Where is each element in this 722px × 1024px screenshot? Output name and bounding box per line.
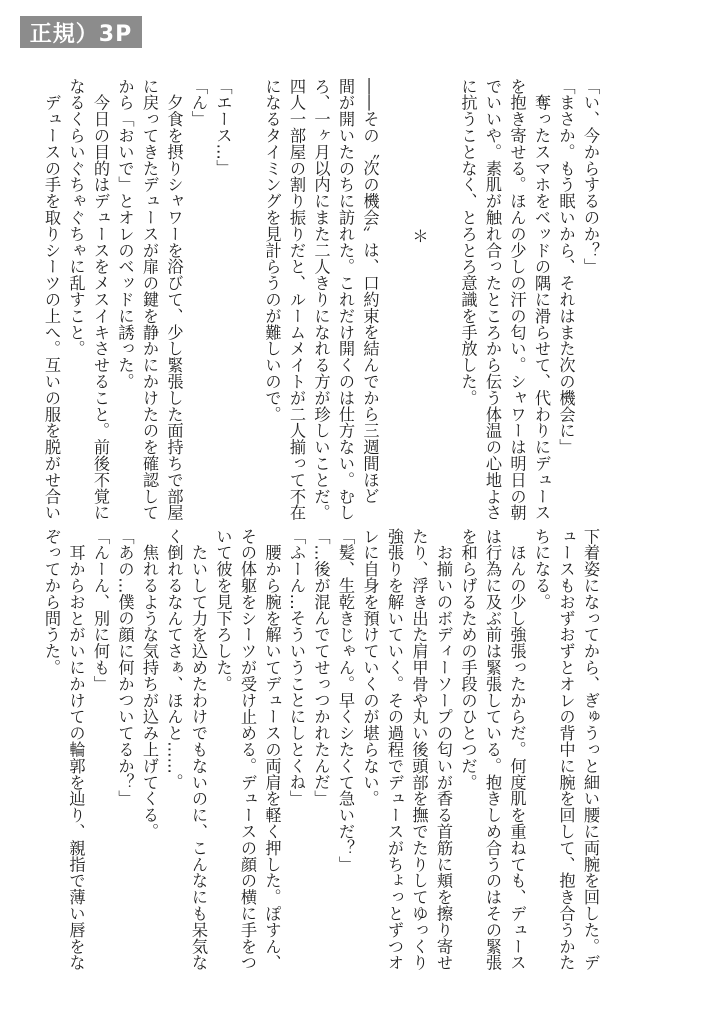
text-column: ――その〝次の機会〟は、口約束を結んでから三週間ほど	[360, 78, 380, 505]
text-column: 腰から腕を解いてデュースの両肩を軽く押した。ぽすん、	[262, 528, 282, 971]
text-column: たり、浮き出た肩甲骨や丸い後頭部を撫でたりしてゆっくり	[409, 528, 429, 971]
text-column: 間が開いたのちに訪れた。これだけ開くのは仕方ない。むし	[336, 78, 355, 521]
chapter-tag: 正規）3P	[20, 16, 142, 48]
text-column: ュースもおずおずとオレの背中に腕を回して、抱き合うかた	[556, 528, 576, 971]
text-column: 強張りを解いていく。その過程でデュースがちょっとずつオ	[385, 528, 404, 971]
text-column: 「あの…僕の顔に何かついてるか？」	[115, 528, 135, 807]
text-block-bottom	[39, 528, 603, 971]
text-column	[235, 78, 260, 498]
text-column: は行為に及ぶ前は緊張している。抱きしめ合うのはその緊張	[483, 528, 502, 971]
text-block-top	[39, 78, 603, 521]
text-column: 耳からおとがいにかけての輪郭を辿り、親指で薄い唇をな	[66, 528, 86, 971]
text-column: ほんの少し強張ったからだ。何度肌を重ねても、デュース	[507, 528, 527, 971]
text-column: お揃いのボディーソープの匂いが香る首筋に頬を擦り寄せ	[434, 528, 453, 971]
text-column: でいいや。素肌が触れ合ったところから伝う体温の心地よさ	[483, 78, 502, 521]
text-column: に抗うことなく、とろとろ意識を手放した。	[458, 78, 478, 406]
text-column: 四人一部屋の割り振りだと、ルームメイトが二人揃って不在	[287, 78, 306, 521]
text-column: 夕食を摂りシャワーを浴びて、少し緊張した面持ちで部屋	[164, 78, 184, 521]
text-column: なるくらいぐちゃぐちゃに乱すこと。	[66, 78, 86, 357]
text-column: 「まさか。もう眠いから、それはまた次の機会に」	[556, 78, 576, 456]
text-column: 「エース…」	[213, 78, 233, 177]
text-column: デュースの手を取りシーツの上へ。互いの服を脱がせ合い	[42, 78, 61, 521]
text-column: を抱き寄せる。ほんの少しの汗の匂い。シャワーは明日の朝	[507, 78, 527, 521]
text-column: ぞってから問うた。	[42, 528, 61, 676]
text-column: 「んーん、別に何も」	[91, 528, 110, 692]
text-column: になるタイミングを見計らうのが難しいので。	[262, 78, 282, 423]
text-column: 「ん」	[189, 78, 208, 128]
text-column: から「おいで」とオレのベッドに誘った。	[115, 78, 135, 390]
text-column: ろ、一ヶ月以内にまた二人きりになれる方が珍しいことだ。	[311, 78, 331, 521]
text-column: 下着姿になってから、ぎゅうっと細い腰に両腕を回した。デ	[581, 528, 600, 971]
text-column: 「髪、生乾きじゃん。早くシたくて急いだ？」	[336, 528, 355, 873]
text-column: に戻ってきたデュースが扉の鍵を静かにかけたのを確認して	[140, 78, 159, 521]
text-column: く倒れるなんてさぁ、ほんと……。	[164, 528, 184, 791]
text-column: 「い、今からするのか？」	[581, 78, 600, 275]
text-column: 「…後が混んでてせっつかれたんだ」	[311, 528, 331, 807]
text-column: ＊	[409, 228, 429, 245]
text-column: ちになる。	[532, 528, 551, 610]
text-column: その体躯をシーツが受け止める。デュースの顔の横に手をつ	[238, 528, 257, 971]
text-column: 焦れるような気持ちが込み上げてくる。	[140, 528, 159, 840]
text-column	[431, 78, 456, 498]
text-column: いて彼を見下ろした。	[213, 528, 233, 692]
text-column	[382, 78, 407, 498]
text-column: レに自身を預けていくのが堪らない。	[360, 528, 380, 807]
text-column: 「ふーん…そういうことにしとくね」	[287, 528, 306, 807]
text-column: 奪ったスマホをベッドの隅に滑らせて、代わりにデュース	[532, 78, 551, 521]
text-column: を和らげるための手段のひとつだ。	[458, 528, 478, 791]
text-column: 今日の目的はデュースをメスイキさせること。前後不覚に	[91, 78, 110, 521]
text-column: たいして力を込めたわけでもないのに、こんなにも呆気な	[189, 528, 208, 971]
